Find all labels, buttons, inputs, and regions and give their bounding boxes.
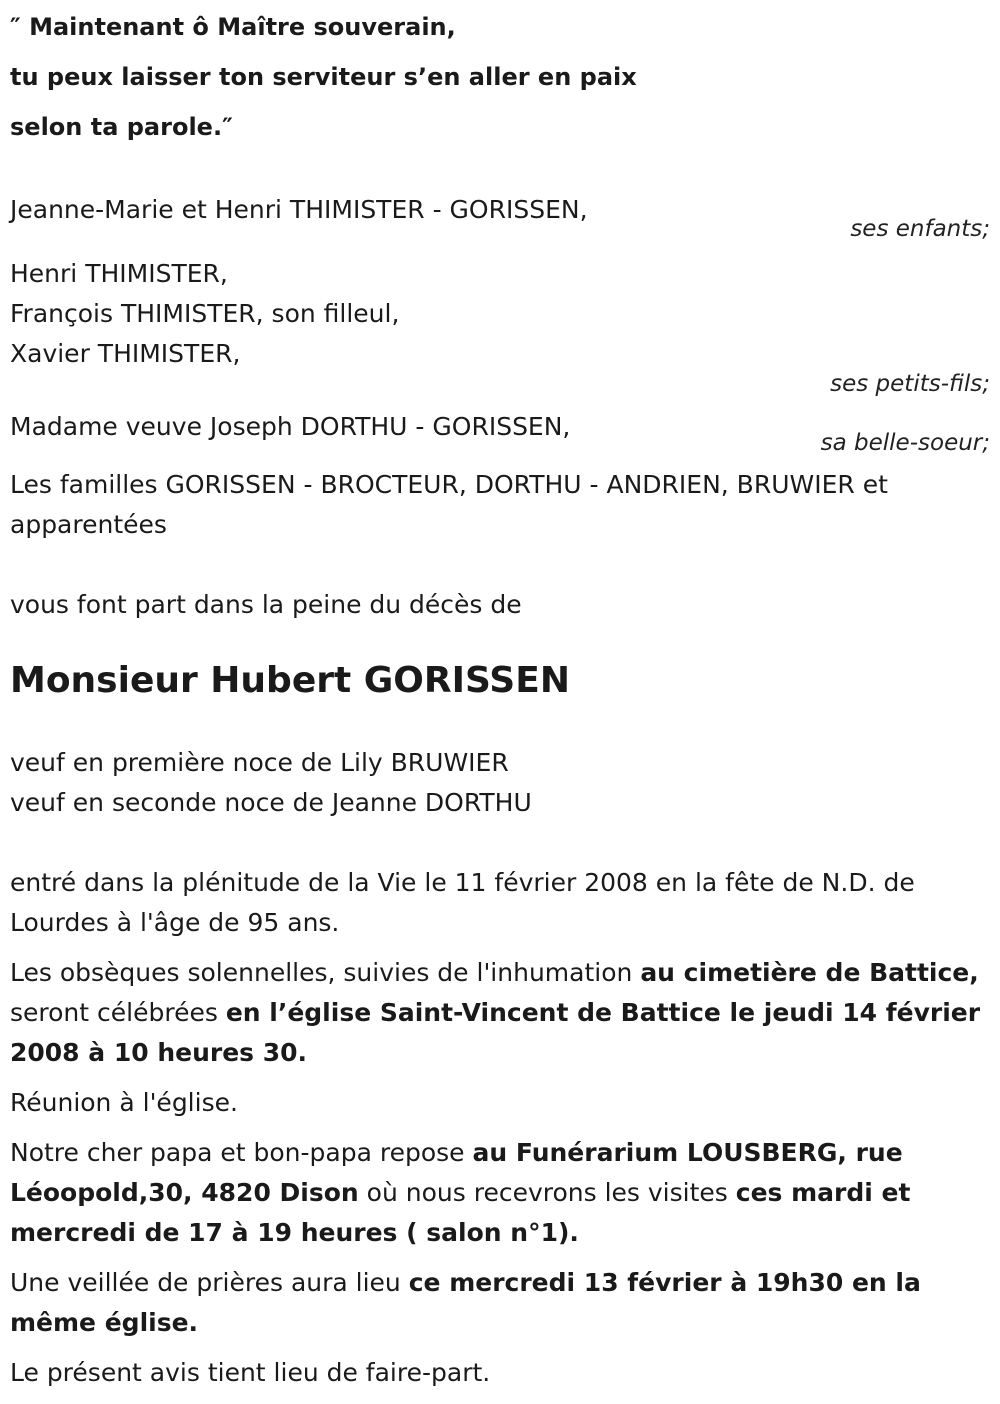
- obituary-notice: [10, 0, 990, 1393]
- vigil-date-place: ce mercredi 13 février à 19h30 en la même église.: [10, 1268, 921, 1337]
- sister-in-law-role: sa belle-soeur;: [820, 430, 990, 456]
- widower-line-2: veuf en seconde noce de Jeanne DORTHU: [10, 788, 532, 817]
- death-notice: entré dans la plénitude de la Vie le 11 février 2008 en la fête de N.D. de Lourdes à l'âge de 95 ans.: [10, 868, 915, 937]
- vigil-paragraph: [10, 1263, 990, 1343]
- funeral-paragraph: [10, 953, 990, 1073]
- rest-visiting-hours: ces mardi et mercredi de 17 à 19 heures ( salon n°1).: [10, 1178, 911, 1247]
- meeting-text: Réunion à l'église.: [10, 1088, 238, 1117]
- family-list: [10, 190, 990, 545]
- funeral-cemetery: au cimetière de Battice,: [640, 958, 979, 987]
- sister-in-law-line: Madame veuve Joseph DORTHU - GORISSEN,: [10, 412, 571, 441]
- widower-lines: [10, 743, 990, 823]
- rest-paragraph: [10, 1133, 990, 1253]
- grandson-line-2: François THIMISTER, son filleul,: [10, 299, 400, 328]
- quote-line-1: ″ Maintenant ô Maître souverain,: [10, 13, 456, 41]
- funeral-text-1: Les obsèques solennelles, suivies de l'inhumation: [10, 958, 641, 987]
- deceased-name: Monsieur Hubert GORISSEN: [10, 660, 570, 701]
- funeral-text-2: seront célébrées: [10, 998, 226, 1027]
- children-role: ses enfants;: [850, 216, 990, 242]
- widower-line-1: veuf en première noce de Lily BRUWIER: [10, 748, 509, 777]
- bible-quote: [10, 0, 990, 152]
- quote-line-3: selon ta parole.″: [10, 113, 233, 141]
- grandson-line-3: Xavier THIMISTER,: [10, 339, 241, 368]
- grandson-line-1: Henri THIMISTER,: [10, 259, 228, 288]
- rest-funeral-home: au Funérarium LOUSBERG, rue Léoopold,30, 4820 Dison: [10, 1138, 903, 1207]
- quote-line-2: tu peux laisser ton serviteur s’en aller en paix: [10, 63, 637, 91]
- rest-text-2: où nous recevrons les visites: [358, 1178, 736, 1207]
- children-line: Jeanne-Marie et Henri THIMISTER - GORISSEN,: [10, 195, 588, 224]
- rest-text-1: Notre cher papa et bon-papa repose: [10, 1138, 473, 1167]
- funeral-church-date: en l’église Saint-Vincent de Battice le jeudi 14 février 2008 à 10 heures 30.: [10, 998, 981, 1067]
- families-line: Les familles GORISSEN - BROCTEUR, DORTHU - ANDRIEN, BRUWIER et apparentées: [10, 470, 888, 539]
- announcement-text: vous font part dans la peine du décès de: [10, 590, 522, 619]
- closing-text: Le présent avis tient lieu de faire-part.: [10, 1358, 491, 1387]
- vigil-text-1: Une veillée de prières aura lieu: [10, 1268, 409, 1297]
- grandsons-role: ses petits-fils;: [830, 371, 990, 397]
